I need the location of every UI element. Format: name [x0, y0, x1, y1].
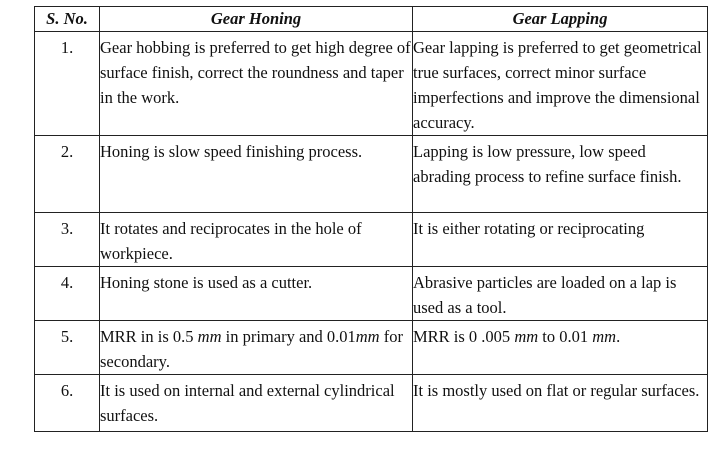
header-gear-lapping: Gear Lapping [413, 7, 708, 32]
table-row [35, 32, 708, 136]
lapping-text: Lapping is low pressure, low speed abrading process to refine surface finish. [413, 142, 682, 186]
header-sno: S. No. [35, 7, 100, 32]
row-number-text: 2. [60, 142, 74, 161]
text-part: for secondary. [100, 327, 403, 371]
lapping-cell [413, 213, 708, 267]
lapping-text: Abrasive particles are loaded on a lap is used as a tool. [413, 273, 677, 317]
honing-cell [100, 32, 413, 136]
honing-cell [100, 213, 413, 267]
lapping-text: It is either rotating or reciprocating [413, 219, 645, 238]
honing-cell [100, 136, 413, 213]
table-row [35, 321, 708, 375]
honing-cell [100, 375, 413, 432]
header-row [35, 7, 708, 32]
lapping-text [413, 321, 707, 349]
row-number-text: 6. [60, 381, 74, 400]
row-number [35, 32, 100, 136]
honing-cell [100, 321, 413, 375]
table-row [35, 213, 708, 267]
row-number-text: 1. [60, 38, 74, 57]
row-number [35, 213, 100, 267]
honing-text [100, 321, 412, 374]
row-number-text: 5. [60, 327, 74, 346]
unit-mm: mm [355, 327, 380, 346]
row-number-text: 3. [60, 219, 74, 238]
lapping-cell [413, 136, 708, 213]
honing-text: It rotates and reciprocates in the hole of workpiece. [100, 219, 362, 263]
row-number [35, 375, 100, 432]
honing-text: Gear hobbing is preferred to get high degree of surface finish, correct the roundness and taper in the work. [100, 38, 411, 107]
row-number [35, 267, 100, 321]
text-part: in primary and 0.01 [221, 327, 356, 346]
lapping-text: It is mostly used on flat or regular surfaces. [413, 381, 700, 400]
lapping-cell [413, 375, 708, 432]
header-gear-honing: Gear Honing [100, 7, 413, 32]
honing-text: Honing is slow speed finishing process. [100, 142, 363, 161]
lapping-cell [413, 321, 708, 375]
table-row [35, 375, 708, 432]
text-part: to 0.01 [538, 327, 593, 346]
table-row [35, 136, 708, 213]
text-part: MRR is 0 .005 [413, 327, 515, 346]
honing-text: Honing stone is used as a cutter. [100, 273, 313, 292]
row-number [35, 136, 100, 213]
unit-mm: mm [197, 327, 222, 346]
text-part: . [616, 327, 621, 346]
lapping-cell [413, 32, 708, 136]
lapping-cell [413, 267, 708, 321]
row-number-text: 4. [60, 273, 74, 292]
comparison-table [34, 6, 708, 432]
text-part: MRR in is 0.5 [100, 327, 198, 346]
unit-mm: mm [514, 327, 539, 346]
table-row [35, 267, 708, 321]
unit-mm: mm [592, 327, 617, 346]
honing-text: It is used on internal and external cylindrical surfaces. [100, 381, 395, 425]
lapping-text: Gear lapping is preferred to get geometrical true surfaces, correct minor surface imperfections and improve the dimensional accuracy. [413, 38, 702, 132]
row-number [35, 321, 100, 375]
honing-cell [100, 267, 413, 321]
